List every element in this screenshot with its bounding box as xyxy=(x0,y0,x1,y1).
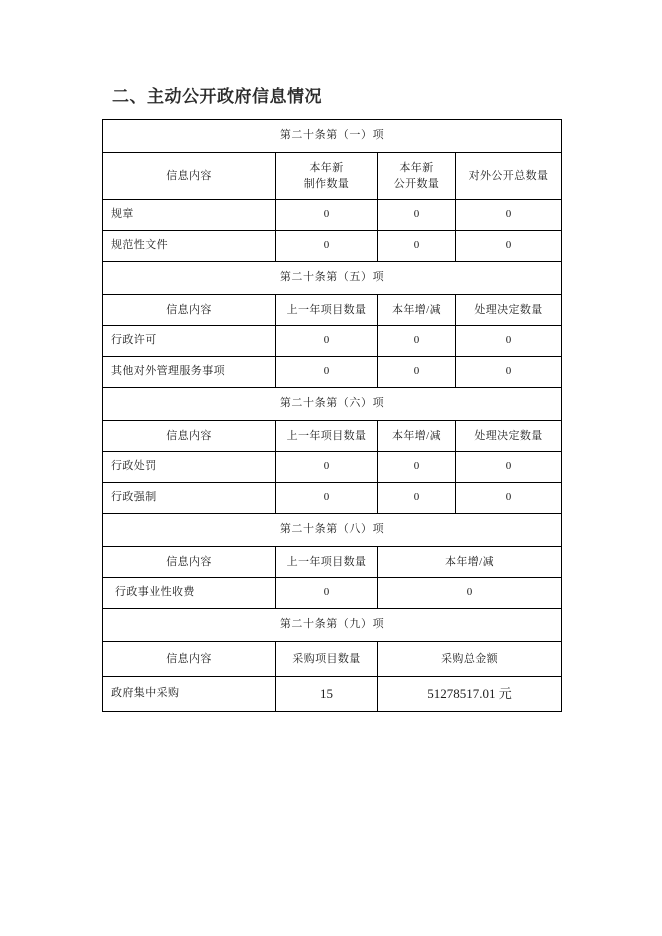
row-value: 0 xyxy=(378,578,562,609)
col-header-total-disclosed xyxy=(456,153,562,200)
section-banner-item-9: 第二十条第（九）项 xyxy=(103,609,562,642)
section-banner-row xyxy=(103,609,562,642)
table-row xyxy=(103,357,562,388)
col-header-line: 上一年项目数量 xyxy=(286,429,367,442)
col-header-prev-year-count xyxy=(276,421,378,452)
col-header-line: 采购项目数量 xyxy=(292,652,361,665)
row-value: 0 xyxy=(378,357,456,388)
column-header-row xyxy=(103,547,562,578)
row-label: 规范性文件 xyxy=(103,231,276,262)
column-header-row xyxy=(103,295,562,326)
row-value: 0 xyxy=(456,231,562,262)
col-header-info-content xyxy=(103,295,276,326)
col-header-line: 信息内容 xyxy=(166,555,212,568)
row-value: 0 xyxy=(456,200,562,231)
col-header-line: 上一年项目数量 xyxy=(286,303,367,316)
table-row xyxy=(103,677,562,712)
col-header-procurement-total xyxy=(378,642,562,677)
col-header-line: 公开数量 xyxy=(393,178,440,190)
row-value: 15 xyxy=(276,677,378,712)
row-label: 行政许可 xyxy=(103,326,276,357)
row-value: 0 xyxy=(378,452,456,483)
col-header-info-content xyxy=(103,547,276,578)
row-value: 51278517.01 元 xyxy=(378,677,562,712)
col-header-info-content xyxy=(103,642,276,677)
row-value: 0 xyxy=(456,357,562,388)
section-banner-item-5: 第二十条第（五）项 xyxy=(103,262,562,295)
row-value: 0 xyxy=(276,326,378,357)
col-header-line: 处理决定数量 xyxy=(474,303,543,316)
row-value: 0 xyxy=(276,578,378,609)
col-header-prev-year-count xyxy=(276,547,378,578)
row-value: 0 xyxy=(378,200,456,231)
col-header-line: 信息内容 xyxy=(166,169,212,182)
row-value: 0 xyxy=(276,452,378,483)
page-title: 二、主动公开政府信息情况 xyxy=(112,87,322,106)
row-label: 规章 xyxy=(103,200,276,231)
col-header-prev-year-count xyxy=(276,295,378,326)
column-header-row xyxy=(103,153,562,200)
col-header-line: 本年增/减 xyxy=(391,429,442,442)
section-banner-row xyxy=(103,514,562,547)
row-label: 行政处罚 xyxy=(103,452,276,483)
col-header-line: 信息内容 xyxy=(166,652,212,665)
col-header-line: 上一年项目数量 xyxy=(286,555,367,568)
row-label: 其他对外管理服务事项 xyxy=(103,357,276,388)
col-header-decision-count xyxy=(456,295,562,326)
col-header-line: 本年新 xyxy=(399,161,434,174)
col-header-new-created xyxy=(276,153,378,200)
table-row xyxy=(103,326,562,357)
col-header-procurement-count xyxy=(276,642,378,677)
row-label: 行政强制 xyxy=(103,483,276,514)
row-label: 行政事业性收费 xyxy=(103,578,276,609)
col-header-line: 本年增/减 xyxy=(391,303,442,316)
row-value: 0 xyxy=(378,483,456,514)
col-header-line: 本年新 xyxy=(309,161,344,174)
col-header-line: 采购总金额 xyxy=(441,652,499,665)
section-banner-row xyxy=(103,120,562,153)
col-header-line: 本年增/减 xyxy=(444,555,495,568)
col-header-line: 制作数量 xyxy=(303,178,350,190)
col-header-year-change xyxy=(378,295,456,326)
report-table-wrapper xyxy=(102,119,561,712)
column-header-row xyxy=(103,421,562,452)
row-value: 0 xyxy=(378,326,456,357)
row-value: 0 xyxy=(276,357,378,388)
row-value: 0 xyxy=(276,483,378,514)
table-row xyxy=(103,483,562,514)
row-value: 0 xyxy=(456,483,562,514)
col-header-info-content xyxy=(103,153,276,200)
col-header-decision-count xyxy=(456,421,562,452)
row-value: 0 xyxy=(378,231,456,262)
row-value: 0 xyxy=(276,231,378,262)
column-header-row xyxy=(103,642,562,677)
row-label: 政府集中采购 xyxy=(103,677,276,712)
section-banner-row xyxy=(103,262,562,295)
row-value: 0 xyxy=(456,326,562,357)
col-header-line: 对外公开总数量 xyxy=(468,169,549,182)
row-value: 0 xyxy=(456,452,562,483)
col-header-line: 信息内容 xyxy=(166,303,212,316)
col-header-line: 处理决定数量 xyxy=(474,429,543,442)
section-banner-item-8: 第二十条第（八）项 xyxy=(103,514,562,547)
col-header-new-disclosed xyxy=(378,153,456,200)
col-header-year-change xyxy=(378,547,562,578)
row-value: 0 xyxy=(276,200,378,231)
section-banner-row xyxy=(103,388,562,421)
section-banner-item-1: 第二十条第（一）项 xyxy=(103,120,562,153)
col-header-year-change xyxy=(378,421,456,452)
table-row xyxy=(103,578,562,609)
col-header-info-content xyxy=(103,421,276,452)
government-information-disclosure-table xyxy=(102,119,562,712)
section-banner-item-6: 第二十条第（六）项 xyxy=(103,388,562,421)
col-header-line: 信息内容 xyxy=(166,429,212,442)
table-row xyxy=(103,200,562,231)
table-body xyxy=(103,120,562,712)
table-row xyxy=(103,452,562,483)
table-row xyxy=(103,231,562,262)
